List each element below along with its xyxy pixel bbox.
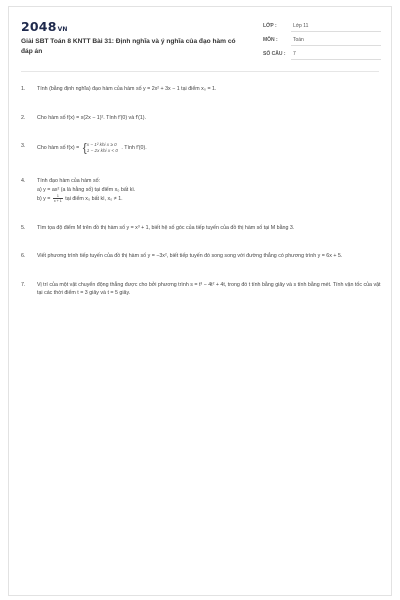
question-list — [21, 85, 381, 298]
question-3: 3. Cho hàm số f(x) = { x − 1² khi x ≥ 0 1 − 2x khi x < 0 . Tính f′(0). — [21, 140, 147, 155]
fraction: $\frac{1}{x + 1}$ — [53, 194, 62, 204]
question-5: 5. Tìm tọa độ điểm M trên đồ thị hàm số y = x³ + 1, biết hệ số góc của tiếp tuyến của đồ thị hàm số tại M bằng 3. — [21, 224, 295, 231]
document-title: Giải SBT Toán 8 KNTT Bài 31: Định nghĩa và ý nghĩa của đạo hàm có đáp án — [21, 38, 236, 55]
question-1: 1. Tính (bằng định nghĩa) đạo hàm của hàm số y = 2x² + 3x − 1 tại điểm x₀ = 1. — [21, 86, 217, 92]
worksheet-header — [21, 19, 381, 65]
question-7: 7. Vị trí của một vật chuyển động thẳng được cho bởi phương trình s = t³ − 4t² + 4t, trong đó t tính bằng giây và s tính bằng mét. Tính vận tốc của vật tại các thời điểm t = 3 giây và t = 5 giây. — [21, 281, 381, 297]
site-logo[interactable]: 2048VN — [21, 19, 68, 34]
piecewise-function: { x − 1² khi x ≥ 0 1 − 2x khi x < 0 — [82, 140, 118, 155]
question-4: 4. Tính đạo hàm của hàm số: a) y = ax² (a là hằng số) tại điểm x₀ bất kì. b) y = $\frac{1}{x + 1}$ tại điểm x₀ bất kì, x₀ ≠ 1. — [21, 178, 136, 204]
meta-subject: MÔN : Toán — [263, 33, 381, 47]
question-2: 2. Cho hàm số f(x) = x(2x − 1)². Tính f′(0) và f′(1). — [21, 114, 147, 121]
worksheet-page — [8, 6, 392, 596]
meta-class: LỚP : Lớp 11 — [263, 19, 381, 33]
question-6: 6. Viết phương trình tiếp tuyến của đồ thị hàm số y = −3x², biết tiếp tuyến đó song song với đường thẳng có phương trình y = 6x + 5. — [21, 253, 343, 260]
meta-question-count: SỐ CÂU : 7 — [263, 47, 381, 61]
worksheet-meta — [263, 19, 381, 61]
header-divider — [21, 71, 379, 72]
